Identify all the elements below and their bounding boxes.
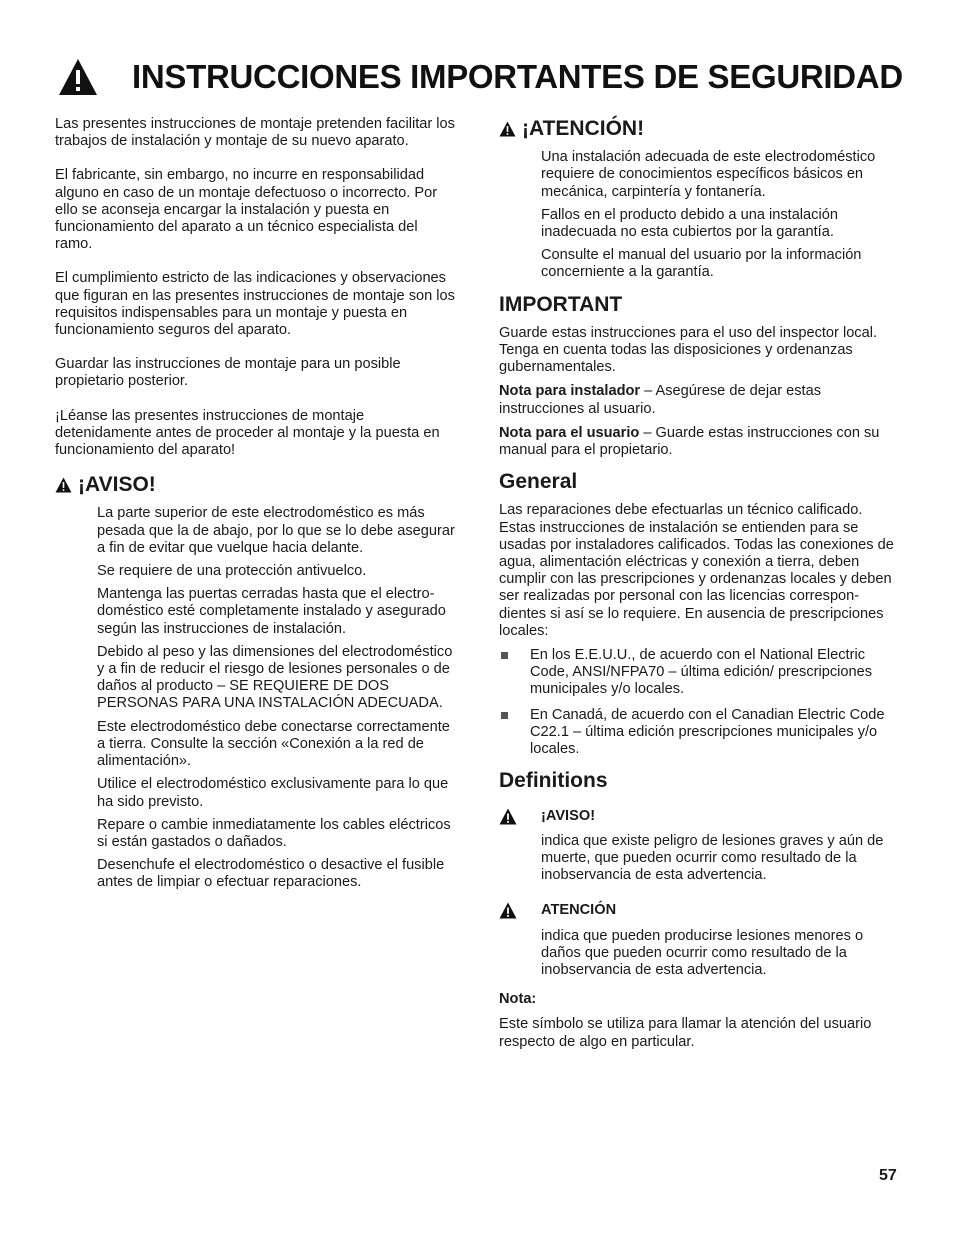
definitions-section — [499, 808, 899, 1051]
general-heading: General — [499, 470, 578, 494]
aviso-list — [55, 505, 455, 891]
bullet-square-icon — [501, 652, 508, 659]
atencion-item: Una instalación adecuada de este electrodoméstico requiere de conocimientos específicos básicos en mecánica, carpintería y fontanería. — [541, 149, 876, 200]
def-aviso-label: ¡AVISO! — [541, 807, 596, 824]
aviso-item: Utilice el electrodoméstico exclusivamente para lo que ha sido previsto. — [97, 776, 449, 810]
intro-paragraph: Las presentes instrucciones de montaje pretenden facilitar los trabajos de instalación y montaje de su nuevo aparato. — [55, 116, 455, 150]
aviso-item: Mantenga las puertas cerradas hasta que el electro-doméstico esté completamente instalado y asegurado según las instrucciones de instalación. — [97, 586, 446, 637]
left-column — [55, 116, 455, 898]
nota-instalador — [499, 383, 899, 417]
list-item — [499, 707, 899, 759]
general-text: Las reparaciones debe efectuarlas un técnico calificado. Estas instrucciones de instalación se entienden para se usadas por instaladores calificados. Todas las conexiones de agua, alimentación eléctricas y conexión a tierra, deben cumplir con las prescripciones y ordenanzas locales y deben ser realizadas por personal con las licencias correspon-dientes si así se lo requiere. En ausencia de prescripciones locales: — [499, 502, 894, 639]
bullet-text: En los E.E.U.U., de acuerdo con el National Electric Code, ANSI/NFPA70 – última edición/ prescripciones municipales y/o locales. — [530, 647, 873, 698]
atencion-heading-text: ¡ATENCIÓN! — [522, 117, 645, 140]
aviso-item: Este electrodoméstico debe conectarse correctamente a tierra. Consulte la sección «Conexión a la red de alimentación». — [97, 718, 450, 770]
aviso-heading — [55, 473, 455, 497]
atencion-item: Consulte el manual del usuario por la información concerniente a la garantía. — [541, 247, 862, 281]
right-column — [499, 116, 899, 1051]
aviso-item: Se requiere de una protección antivuelco. — [97, 563, 367, 580]
def-atencion-heading — [499, 902, 899, 919]
warning-triangle-icon — [499, 808, 517, 825]
general-section — [499, 502, 899, 758]
nota-instalador-text: – Asegúrese de dejar estas instrucciones al usuario. — [499, 383, 822, 417]
important-heading: IMPORTANT — [499, 292, 623, 316]
warning-triangle-icon — [55, 477, 72, 493]
bullet-square-icon — [501, 712, 508, 719]
important-text: Guarde estas instrucciones para el uso del inspector local. Tenga en cuenta todas las disposiciones y ordenanzas gubernamentales. — [499, 324, 878, 376]
intro-paragraph: El cumplimiento estricto de las indicaciones y observaciones que figuran en las presentes instrucciones de montaje son los requisitos indispensables para un montaje y puesta en funcionamiento seguros del aparato. — [55, 270, 455, 339]
bullet-text: En Canadá, de acuerdo con el Canadian Electric Code C22.1 – última edición prescripciones municipales y/o locales. — [530, 706, 885, 758]
atencion-heading — [499, 117, 899, 140]
aviso-item: Repare o cambie inmediatamente los cables eléctricos si están gastados o dañados. — [97, 816, 451, 850]
aviso-heading-text: ¡AVISO! — [78, 473, 156, 497]
atencion-item: Fallos en el producto debido a una instalación inadecuada no esta cubiertos por la garantía. — [541, 206, 838, 241]
def-atencion-text: indica que pueden producirse lesiones menores o daños que pueden ocurrir como resultado de la inobservancia de esta advertencia. — [541, 927, 864, 978]
atencion-list — [499, 149, 899, 281]
list-item — [499, 647, 899, 699]
page-title: INSTRUCCIONES IMPORTANTES DE SEGURIDAD — [132, 58, 903, 95]
aviso-item: Debido al peso y las dimensiones del electrodoméstico y a fin de reducir el riesgo de lesiones personales o de daños al producto – SE REQUIERE DE DOS PERSONAS PARA UNA INSTALACIÓN ADECUADA. — [97, 643, 453, 712]
def-atencion-label: ATENCIÓN — [541, 902, 617, 919]
intro-section — [55, 116, 455, 459]
aviso-item: Desenchufe el electrodoméstico o desactive el fusible antes de limpiar o efectuar reparaciones. — [97, 857, 445, 891]
nota-instalador-label: Nota para instalador — [499, 383, 641, 400]
nota-usuario-label: Nota para el usuario — [499, 424, 640, 441]
important-section — [499, 325, 899, 459]
intro-paragraph: Guardar las instrucciones de montaje para un posible propietario posterior. — [55, 356, 401, 390]
definitions-heading: Definitions — [499, 769, 608, 793]
warning-triangle-icon — [499, 121, 516, 137]
nota-text: Este símbolo se utiliza para llamar la atención del usuario respecto de algo en particular. — [499, 1016, 872, 1050]
general-bullet-list — [499, 647, 899, 758]
warning-triangle-icon — [58, 58, 98, 96]
nota-usuario-text: – Guarde estas instrucciones con su manual para el propietario. — [499, 424, 880, 459]
intro-paragraph: ¡Léanse las presentes instrucciones de montaje detenidamente antes de proceder al montaje y la puesta en funcionamiento del aparato! — [55, 407, 440, 459]
nota-label: Nota: — [499, 991, 537, 1008]
page-number: 57 — [879, 1167, 897, 1184]
def-aviso-text: indica que existe peligro de lesiones graves y aún de muerte, que pueden ocurrir como resultado de la inobservancia de esta advertencia. — [541, 832, 884, 884]
def-aviso-heading — [499, 808, 899, 825]
title-row — [58, 58, 903, 96]
aviso-item: La parte superior de este electrodoméstico es más pesada que la de abajo, por lo que se lo debe asegurar a fin de evitar que vuelque hacia delante. — [97, 505, 455, 556]
nota-usuario — [499, 425, 899, 459]
intro-paragraph: El fabricante, sin embargo, no incurre en responsabilidad alguno en caso de un montaje defectuoso o incorrecto. Por ello se aconseja encargar la instalación y puesta en funcionamiento del aparato a un técnico especialista del ramo. — [55, 167, 438, 253]
warning-triangle-icon — [499, 902, 517, 919]
